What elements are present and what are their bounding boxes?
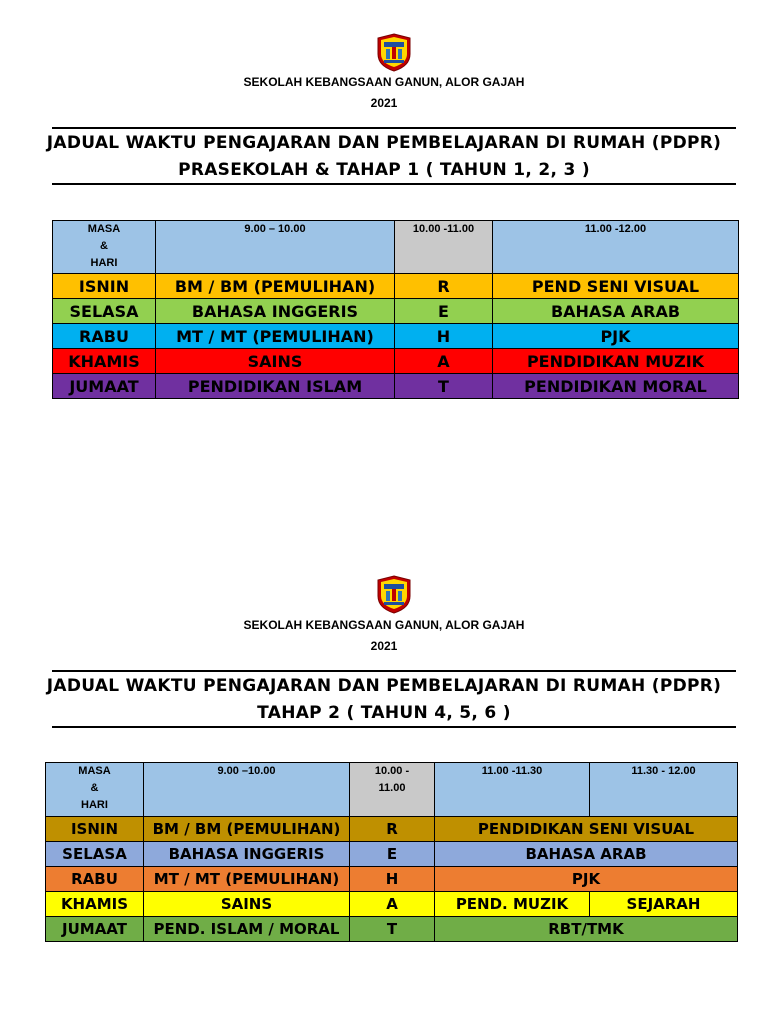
subject-cell: SEJARAH [590,892,738,917]
table-row [46,892,738,917]
day-cell: KHAMIS [46,892,144,917]
school-name: SEKOLAH KEBANGSAAN GANUN, ALOR GAJAH [243,618,525,632]
timetable-title: JADUAL WAKTU PENGAJARAN DAN PEMBELAJARAN DI RUMAH (PDPR) [46,676,722,696]
table-row [46,817,738,842]
subject-cell: BM / BM (PEMULIHAN) [144,817,350,842]
title-divider-bottom [52,183,736,185]
header-masa-hari: MASA & HARI [46,763,144,817]
break-cell: T [350,917,435,942]
subject-cell: BAHASA ARAB [493,299,739,324]
break-cell: R [395,274,493,299]
subject-cell: MT / MT (PEMULIHAN) [144,867,350,892]
school-name: SEKOLAH KEBANGSAAN GANUN, ALOR GAJAH [243,75,525,89]
day-cell: KHAMIS [53,349,156,374]
subject-cell: BAHASA ARAB [435,842,738,867]
break-cell: H [350,867,435,892]
title-divider-top [52,670,736,672]
subject-cell: PEND SENI VISUAL [493,274,739,299]
break-cell: E [350,842,435,867]
title-divider-bottom [52,726,736,728]
subject-cell: RBT/TMK [435,917,738,942]
table-row [46,842,738,867]
subject-cell: PENDIDIKAN MORAL [493,374,739,399]
timetable-section-1 [0,0,768,420]
header-slot-2: 10.00 -11.00 [395,221,493,274]
table-row [46,867,738,892]
timetable-subtitle: TAHAP 2 ( TAHUN 4, 5, 6 ) [257,703,511,723]
title-divider-top [52,127,736,129]
day-cell: ISNIN [53,274,156,299]
subject-cell: PEND. MUZIK [435,892,590,917]
header-row [46,763,738,817]
subject-cell: MT / MT (PEMULIHAN) [156,324,395,349]
subject-cell: PENDIDIKAN MUZIK [493,349,739,374]
timetable-title: JADUAL WAKTU PENGAJARAN DAN PEMBELAJARAN DI RUMAH (PDPR) [46,133,722,153]
day-cell: ISNIN [46,817,144,842]
header-slot-1: 9.00 –10.00 [144,763,350,817]
subject-cell: SAINS [156,349,395,374]
subject-cell: SAINS [144,892,350,917]
subject-cell: BM / BM (PEMULIHAN) [156,274,395,299]
school-crest-logo [372,574,416,614]
subject-cell: PJK [493,324,739,349]
break-cell: E [395,299,493,324]
subject-cell: PJK [435,867,738,892]
table-row [46,917,738,942]
table-row [53,274,739,299]
day-cell: JUMAAT [53,374,156,399]
table-row [53,324,739,349]
day-cell: SELASA [53,299,156,324]
day-cell: JUMAAT [46,917,144,942]
header-slot-3: 11.00 -12.00 [493,221,739,274]
day-cell: RABU [53,324,156,349]
header-masa-hari: MASA & HARI [53,221,156,274]
subject-cell: PEND. ISLAM / MORAL [144,917,350,942]
break-cell: H [395,324,493,349]
break-cell: A [395,349,493,374]
day-cell: SELASA [46,842,144,867]
timetable-subtitle: PRASEKOLAH & TAHAP 1 ( TAHUN 1, 2, 3 ) [178,160,590,180]
subject-cell: PENDIDIKAN ISLAM [156,374,395,399]
break-cell: T [395,374,493,399]
day-cell: RABU [46,867,144,892]
header-slot-3: 11.00 -11.30 [435,763,590,817]
table-row [53,374,739,399]
header-slot-4: 11.30 - 12.00 [590,763,738,817]
table-row [53,349,739,374]
header-row [53,221,739,274]
header-slot-1: 9.00 – 10.00 [156,221,395,274]
break-cell: R [350,817,435,842]
school-crest-logo [372,32,416,72]
subject-cell: BAHASA INGGERIS [144,842,350,867]
table-row [53,299,739,324]
school-year: 2021 [370,96,398,110]
header-slot-2: 10.00 - 11.00 [350,763,435,817]
subject-cell: PENDIDIKAN SENI VISUAL [435,817,738,842]
school-year: 2021 [370,639,398,653]
break-cell: A [350,892,435,917]
subject-cell: BAHASA INGGERIS [156,299,395,324]
timetable-table-1 [52,220,739,399]
timetable-table-2 [45,762,738,942]
